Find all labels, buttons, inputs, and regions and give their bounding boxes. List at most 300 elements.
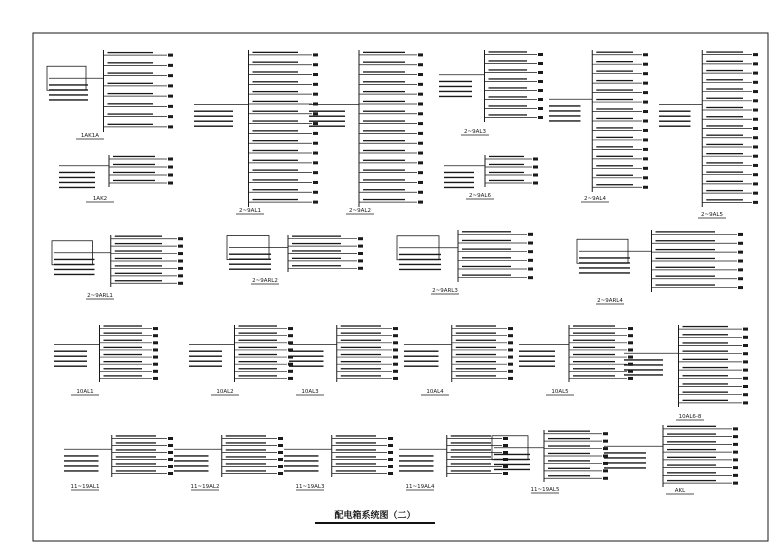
branch-spec-text xyxy=(363,150,405,151)
panel-label: 2~9AL2 xyxy=(349,208,371,214)
branch-load-mark xyxy=(418,132,423,135)
incoming-spec-text xyxy=(439,81,472,82)
branch-spec-text xyxy=(548,431,590,432)
branch-spec-text xyxy=(226,435,266,436)
branch-spec-text xyxy=(116,470,156,471)
panel-label: 11~19AL5 xyxy=(530,487,560,493)
branch-spec-text xyxy=(706,144,743,145)
panel-label: 11~19AL2 xyxy=(190,484,220,490)
panel-label: 2~9AL4 xyxy=(584,196,606,202)
branch-load-mark xyxy=(533,174,538,177)
title-underline xyxy=(315,522,435,524)
incoming-spec-text xyxy=(604,467,646,468)
branch-spec-text xyxy=(363,91,405,92)
branch-spec-text xyxy=(596,156,633,157)
incoming-spec-text xyxy=(439,96,472,97)
branch-spec-text xyxy=(656,231,716,232)
incoming-spec-text xyxy=(399,465,434,466)
incoming-spec-text xyxy=(49,99,88,100)
incoming-spec-text xyxy=(659,116,691,117)
branch-load-mark xyxy=(178,245,183,248)
branch-load-mark xyxy=(743,344,748,347)
incoming-spec-text xyxy=(399,269,441,270)
branch-load-mark xyxy=(288,370,293,373)
branch-load-mark xyxy=(603,469,608,472)
branch-load-mark xyxy=(168,458,173,461)
branch-load-mark xyxy=(393,356,398,359)
incoming-spec-text xyxy=(494,464,530,465)
branch-load-mark xyxy=(743,369,748,372)
incoming-spec-text xyxy=(64,465,99,466)
incoming-spec-text xyxy=(494,469,530,470)
branch-spec-text xyxy=(596,146,633,147)
branch-load-mark xyxy=(508,348,513,351)
incoming-spec-text xyxy=(229,259,271,260)
branch-spec-text xyxy=(108,83,154,84)
incoming-spec-text xyxy=(49,84,88,85)
branch-load-mark xyxy=(393,334,398,337)
branch-load-mark xyxy=(753,99,758,102)
branch-spec-text xyxy=(548,475,590,476)
branch-spec-text xyxy=(456,361,496,362)
branch-spec-text xyxy=(456,325,496,326)
panel-label: 10AL1 xyxy=(76,389,94,395)
branch-load-mark xyxy=(313,122,318,125)
incoming-spec-text xyxy=(624,369,663,370)
branch-load-mark xyxy=(603,447,608,450)
incoming-spec-text xyxy=(174,455,209,456)
branch-spec-text xyxy=(706,51,743,52)
incoming-spec-text xyxy=(49,94,88,95)
branch-spec-text xyxy=(108,52,154,53)
branch-load-mark xyxy=(358,252,363,255)
branch-load-mark xyxy=(528,268,533,271)
branch-load-mark xyxy=(533,166,538,169)
incoming-spec-text xyxy=(64,470,99,471)
branch-load-mark xyxy=(168,95,173,98)
branch-load-mark xyxy=(643,157,648,160)
branch-load-mark xyxy=(733,458,738,461)
branch-load-mark xyxy=(538,62,543,65)
branch-spec-text xyxy=(656,258,716,259)
branch-spec-text xyxy=(336,470,376,471)
branch-load-mark xyxy=(178,274,183,277)
branch-load-mark xyxy=(358,259,363,262)
branch-spec-text xyxy=(341,354,381,355)
incoming-spec-text xyxy=(59,187,95,188)
incoming-spec-text xyxy=(54,356,87,357)
incoming-spec-text xyxy=(399,264,441,265)
branch-load-mark xyxy=(178,282,183,285)
panel-diagram xyxy=(659,50,758,218)
branch-spec-text xyxy=(456,375,496,376)
branch-spec-text xyxy=(656,276,716,277)
panel-label: 2~9ARL1 xyxy=(87,293,113,299)
branch-load-mark xyxy=(168,54,173,57)
branch-load-mark xyxy=(733,451,738,454)
branch-load-mark xyxy=(313,201,318,204)
branch-load-mark xyxy=(538,80,543,83)
branch-load-mark xyxy=(643,53,648,56)
incoming-spec-text xyxy=(399,259,441,260)
branch-load-mark xyxy=(313,132,318,135)
branch-spec-text xyxy=(104,375,143,376)
incoming-spec-text xyxy=(64,460,99,461)
branch-load-mark xyxy=(753,145,758,148)
incoming-spec-text xyxy=(519,366,555,367)
branch-spec-text xyxy=(683,367,729,368)
incoming-spec-text xyxy=(174,460,209,461)
incoming-spec-text xyxy=(229,264,271,265)
branch-spec-text xyxy=(113,164,155,165)
branch-load-mark xyxy=(628,341,633,344)
branch-load-mark xyxy=(418,161,423,164)
branch-load-mark xyxy=(278,444,283,447)
branch-spec-text xyxy=(108,124,154,125)
branch-spec-text xyxy=(336,456,376,457)
branch-load-mark xyxy=(753,72,758,75)
branch-spec-text xyxy=(336,449,376,450)
branch-spec-text xyxy=(104,354,143,355)
branch-spec-text xyxy=(462,274,511,275)
branch-load-mark xyxy=(733,427,738,430)
incoming-spec-text xyxy=(579,272,630,273)
branch-load-mark xyxy=(738,242,743,245)
panel-label: 2~9AL1 xyxy=(239,208,261,214)
incoming-spec-text xyxy=(54,264,95,265)
branch-spec-text xyxy=(596,99,633,100)
panel-label: 10AL6-8 xyxy=(678,414,702,420)
incoming-spec-text xyxy=(59,182,95,183)
branch-load-mark xyxy=(643,110,648,113)
panel-diagram xyxy=(59,155,173,202)
branch-spec-text xyxy=(462,240,511,241)
branch-load-mark xyxy=(743,393,748,396)
panel-label: 10AL5 xyxy=(551,389,569,395)
branch-load-mark xyxy=(528,242,533,245)
branch-load-mark xyxy=(738,251,743,254)
incoming-spec-text xyxy=(54,269,95,270)
branch-spec-text xyxy=(336,435,376,436)
panel-diagram xyxy=(624,325,748,420)
incoming-spec-text xyxy=(404,366,439,367)
panel-diagram xyxy=(397,230,533,294)
panel-label: 10AL3 xyxy=(301,389,319,395)
branch-spec-text xyxy=(706,88,743,89)
branch-spec-text xyxy=(363,130,405,131)
branch-spec-text xyxy=(363,140,405,141)
panel-label: 2~9AL6 xyxy=(469,193,491,199)
branch-load-mark xyxy=(418,142,423,145)
branch-load-mark xyxy=(528,276,533,279)
branch-load-mark xyxy=(643,176,648,179)
branch-load-mark xyxy=(288,327,293,330)
panel-diagram xyxy=(64,435,173,490)
branch-load-mark xyxy=(313,73,318,76)
branch-spec-text xyxy=(667,433,716,434)
branch-spec-text xyxy=(253,179,299,180)
branch-load-mark xyxy=(313,161,318,164)
branch-spec-text xyxy=(596,184,633,185)
branch-spec-text xyxy=(683,334,729,335)
branch-spec-text xyxy=(341,332,381,333)
incoming-spec-text xyxy=(189,351,222,352)
branch-spec-text xyxy=(116,456,156,457)
branch-load-mark xyxy=(508,327,513,330)
branch-load-mark xyxy=(178,252,183,255)
branch-load-mark xyxy=(278,472,283,475)
branch-spec-text xyxy=(573,332,615,333)
incoming-spec-text xyxy=(624,364,663,365)
branch-spec-text xyxy=(706,181,743,182)
branch-spec-text xyxy=(548,445,590,446)
branch-spec-text xyxy=(462,248,511,249)
branch-spec-text xyxy=(104,332,143,333)
branch-load-mark xyxy=(753,164,758,167)
incoming-spec-text xyxy=(174,470,209,471)
incoming-spec-text xyxy=(519,351,555,352)
branch-load-mark xyxy=(288,341,293,344)
branch-spec-text xyxy=(253,189,299,190)
branch-spec-text xyxy=(292,243,341,244)
branch-load-mark xyxy=(538,116,543,119)
panel-label: 1AK1A xyxy=(80,133,100,139)
branch-spec-text xyxy=(113,172,155,173)
branch-spec-text xyxy=(596,165,633,166)
branch-spec-text xyxy=(667,480,716,481)
branch-spec-text xyxy=(253,111,299,112)
branch-spec-text xyxy=(253,160,299,161)
branch-load-mark xyxy=(743,377,748,380)
incoming-spec-text xyxy=(194,111,233,112)
branch-load-mark xyxy=(153,363,158,366)
branch-load-mark xyxy=(753,201,758,204)
branch-spec-text xyxy=(104,361,143,362)
panel-diagram xyxy=(189,325,293,395)
branch-load-mark xyxy=(628,348,633,351)
branch-spec-text xyxy=(104,325,143,326)
branch-spec-text xyxy=(451,470,491,471)
incoming-spec-text xyxy=(659,126,691,127)
branch-load-mark xyxy=(738,277,743,280)
panel-diagram xyxy=(54,325,158,395)
branch-load-mark xyxy=(388,458,393,461)
branch-load-mark xyxy=(643,167,648,170)
branch-load-mark xyxy=(313,83,318,86)
branch-spec-text xyxy=(706,125,743,126)
branch-load-mark xyxy=(508,363,513,366)
branch-spec-text xyxy=(253,81,299,82)
branch-load-mark xyxy=(168,84,173,87)
branch-load-mark xyxy=(418,63,423,66)
branch-spec-text xyxy=(363,189,405,190)
branch-load-mark xyxy=(153,370,158,373)
branch-spec-text xyxy=(548,453,590,454)
branch-load-mark xyxy=(313,181,318,184)
branch-load-mark xyxy=(753,81,758,84)
branch-load-mark xyxy=(393,363,398,366)
branch-spec-text xyxy=(239,368,278,369)
branch-load-mark xyxy=(313,142,318,145)
incoming-spec-text xyxy=(444,172,474,173)
branch-load-mark xyxy=(153,377,158,380)
branch-spec-text xyxy=(596,175,633,176)
branch-spec-text xyxy=(489,96,528,97)
branch-load-mark xyxy=(733,482,738,485)
branch-load-mark xyxy=(168,465,173,468)
branch-spec-text xyxy=(462,231,511,232)
branch-load-mark xyxy=(733,443,738,446)
branch-load-mark xyxy=(643,129,648,132)
branch-load-mark xyxy=(743,401,748,404)
incoming-spec-text xyxy=(59,177,95,178)
branch-spec-text xyxy=(596,108,633,109)
branch-spec-text xyxy=(115,243,162,244)
branch-load-mark xyxy=(358,245,363,248)
branch-load-mark xyxy=(168,437,173,440)
branch-spec-text xyxy=(253,130,299,131)
branch-spec-text xyxy=(706,70,743,71)
branch-load-mark xyxy=(643,186,648,189)
branch-spec-text xyxy=(451,442,491,443)
branch-spec-text xyxy=(489,156,524,157)
branch-spec-text xyxy=(573,340,615,341)
branch-load-mark xyxy=(533,182,538,185)
branch-load-mark xyxy=(313,152,318,155)
branch-load-mark xyxy=(168,74,173,77)
branch-load-mark xyxy=(418,102,423,105)
branch-spec-text xyxy=(341,368,381,369)
branch-spec-text xyxy=(462,266,511,267)
branch-spec-text xyxy=(116,442,156,443)
branch-load-mark xyxy=(393,370,398,373)
incoming-spec-text xyxy=(399,460,434,461)
branch-load-mark xyxy=(753,127,758,130)
branch-spec-text xyxy=(239,375,278,376)
branch-load-mark xyxy=(178,267,183,270)
branch-load-mark xyxy=(538,98,543,101)
branch-spec-text xyxy=(596,127,633,128)
branch-load-mark xyxy=(508,341,513,344)
panel-diagram xyxy=(174,435,283,490)
branch-spec-text xyxy=(489,180,524,181)
incoming-spec-text xyxy=(404,351,439,352)
branch-load-mark xyxy=(538,107,543,110)
branch-spec-text xyxy=(596,70,633,71)
incoming-spec-text xyxy=(229,269,271,270)
branch-spec-text xyxy=(573,361,615,362)
branch-spec-text xyxy=(489,87,528,88)
incoming-spec-text xyxy=(54,274,95,275)
branch-load-mark xyxy=(753,155,758,158)
branch-load-mark xyxy=(643,72,648,75)
branch-spec-text xyxy=(489,69,528,70)
panel-diagram xyxy=(444,155,538,199)
branch-spec-text xyxy=(456,347,496,348)
branch-load-mark xyxy=(528,233,533,236)
panel-label: 11~19AL1 xyxy=(70,484,100,490)
branch-load-mark xyxy=(738,268,743,271)
branch-load-mark xyxy=(278,451,283,454)
panel-diagram xyxy=(604,425,738,494)
branch-spec-text xyxy=(596,118,633,119)
branch-load-mark xyxy=(153,334,158,337)
branch-load-mark xyxy=(153,348,158,351)
branch-spec-text xyxy=(489,78,528,79)
incoming-spec-text xyxy=(194,116,233,117)
branch-load-mark xyxy=(643,101,648,104)
branch-load-mark xyxy=(288,377,293,380)
branch-load-mark xyxy=(738,233,743,236)
branch-load-mark xyxy=(418,112,423,115)
branch-load-mark xyxy=(743,328,748,331)
branch-spec-text xyxy=(253,62,299,63)
branch-spec-text xyxy=(292,258,341,259)
incoming-spec-text xyxy=(494,454,530,455)
branch-spec-text xyxy=(115,250,162,251)
panel-label: 10AL2 xyxy=(216,389,234,395)
branch-spec-text xyxy=(104,347,143,348)
panel-label: 2~9AL3 xyxy=(464,129,486,135)
branch-load-mark xyxy=(393,377,398,380)
branch-load-mark xyxy=(393,327,398,330)
branch-load-mark xyxy=(733,474,738,477)
branch-spec-text xyxy=(253,169,299,170)
incoming-spec-text xyxy=(659,121,691,122)
branch-spec-text xyxy=(104,368,143,369)
panel-diagram xyxy=(439,50,543,135)
branch-load-mark xyxy=(528,250,533,253)
branch-spec-text xyxy=(451,449,491,450)
branch-load-mark xyxy=(313,171,318,174)
branch-spec-text xyxy=(683,326,729,327)
branch-spec-text xyxy=(548,468,590,469)
panel-label: 11~19AL3 xyxy=(295,484,325,490)
incoming-spec-text xyxy=(444,177,474,178)
branch-load-mark xyxy=(288,334,293,337)
branch-load-mark xyxy=(418,73,423,76)
branch-load-mark xyxy=(508,356,513,359)
incoming-spec-text xyxy=(49,89,88,90)
incoming-spec-text xyxy=(189,366,222,367)
branch-spec-text xyxy=(108,72,154,73)
branch-spec-text xyxy=(596,137,633,138)
branch-load-mark xyxy=(643,63,648,66)
branch-spec-text xyxy=(239,332,278,333)
branch-load-mark xyxy=(313,191,318,194)
branch-load-mark xyxy=(753,62,758,65)
incoming-spec-text xyxy=(54,361,87,362)
branch-load-mark xyxy=(538,53,543,56)
branch-spec-text xyxy=(253,140,299,141)
branch-load-mark xyxy=(168,115,173,118)
branch-spec-text xyxy=(363,71,405,72)
panel-diagram xyxy=(549,50,648,202)
branch-load-mark xyxy=(418,181,423,184)
branch-load-mark xyxy=(753,90,758,93)
branch-spec-text xyxy=(683,383,729,384)
branch-spec-text xyxy=(363,101,405,102)
drawing-title: 配电箱系统图（二） xyxy=(334,511,416,521)
branch-load-mark xyxy=(418,191,423,194)
branch-spec-text xyxy=(683,400,729,401)
branch-spec-text xyxy=(253,150,299,151)
branch-spec-text xyxy=(573,354,615,355)
branch-spec-text xyxy=(489,60,528,61)
branch-spec-text xyxy=(489,51,528,52)
branch-load-mark xyxy=(168,472,173,475)
branch-spec-text xyxy=(683,342,729,343)
